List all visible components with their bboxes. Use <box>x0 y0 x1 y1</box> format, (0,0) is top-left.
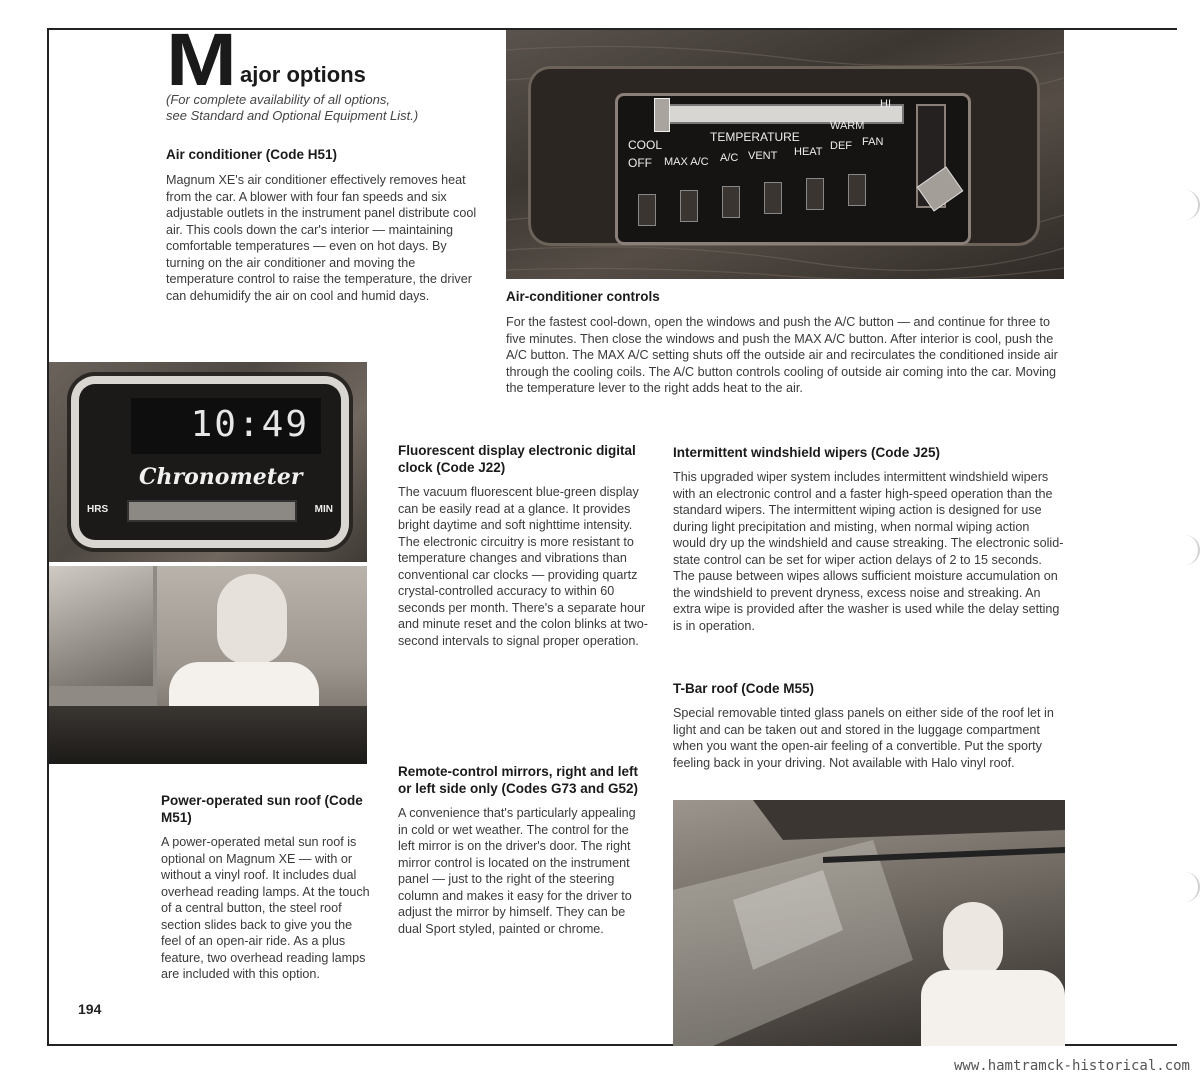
section-mirrors <box>398 763 648 937</box>
ac-button <box>680 190 698 222</box>
binding-mark <box>1174 872 1200 902</box>
subtitle-line: see Standard and Optional Equipment List.) <box>166 108 419 123</box>
binding-mark <box>1174 190 1200 220</box>
watermark: www.hamtramck-historical.com <box>953 1058 1190 1074</box>
ac-controls-photo <box>506 30 1064 279</box>
clock-bezel <box>79 384 341 540</box>
section-body: The vacuum fluorescent blue-green display can be easily read at a glance. It provides bright daytime and soft nighttime intensity. The electronic circuitry is more resistant to temperature changes and vibrations than conventional car clocks — providing quartz crystal-controlled accuracy to within 60 seconds per month. There's a separate hour and minute reset and the colon blinks at two-second intervals to signal proper operation. <box>398 485 648 648</box>
section-air-conditioner <box>166 146 484 304</box>
label-def: DEF <box>830 140 852 152</box>
label-fan: FAN <box>862 136 884 148</box>
label-heat: HEAT <box>794 146 823 158</box>
section-body: This upgraded wiper system includes intermittent windshield wipers with an electronic control and a faster high-speed operation than the standard wipers. The intermittent wiping action is designed for use during light precipitation and misting, when normal wiping action would dry up the windshield and cause streaking. The electronic solid-state control can be set for wiper action delays of 2 to 15 seconds. The pause between wipes allows sufficient moisture accumulation on the windshield to prevent dryness, excess noise and streaking. An extra wipe is provided after the washer is used while the delay setting is in operation. <box>673 470 1064 633</box>
section-sunroof <box>161 792 373 983</box>
label-off: OFF <box>628 156 652 170</box>
title-rest: ajor options <box>240 62 366 87</box>
section-body: A convenience that's particularly appealing in cold or wet weather. The control for the left mirror is on the driver's door. The right mirror control is located on the instrument panel — just to the right of the steering column and makes it easy for the driver to adjust the mirror by himself. They can be dual Sport styled, painted or chrome. <box>398 806 636 936</box>
section-tbar <box>673 680 1065 771</box>
section-heading: Air-conditioner controls <box>506 289 660 304</box>
section-heading: T-Bar roof (Code M55) <box>673 681 815 696</box>
ac-button <box>638 194 656 226</box>
section-body: Special removable tinted glass panels on either side of the roof let in light and can be taken out and stored in the luggage compartment when you want the open-air feeling of a convertible. Put the sporty feeling back in your driving. Not available with Halo vinyl roof. <box>673 706 1054 770</box>
clock-display <box>131 398 321 454</box>
section-heading: Remote-control mirrors, right and left or left side only (Codes G73 and G52) <box>398 764 639 796</box>
section-heading: Fluorescent display electronic digital clock (Code J22) <box>398 443 636 475</box>
page-number: 194 <box>78 1001 102 1017</box>
overhead-lamp-inset <box>49 566 153 686</box>
label-min: MIN <box>314 504 333 515</box>
clock-brand: Chronometer <box>139 464 303 490</box>
label-max-ac: MAX A/C <box>664 156 709 168</box>
binding-mark <box>1174 535 1200 565</box>
section-heading: Air conditioner (Code H51) <box>166 147 338 162</box>
sunroof-photo <box>49 566 367 764</box>
section-body: For the fastest cool-down, open the windows and push the A/C button — and continue for three to five minutes. Then close the windows and push the MAX A/C button. After interior is cool, push the A/C button. The MAX A/C setting shuts off the outside air and recirculates the conditioned inside air through the cooling coils. The A/C button controls cooling of outside air coming into the car. Moving the temperature lever to the right adds heat to the air. <box>506 315 1058 395</box>
passenger-head <box>217 574 287 664</box>
temperature-slider-track <box>660 104 904 124</box>
label-hrs: HRS <box>87 504 109 515</box>
subtitle-line: (For complete availability of all options, <box>166 92 390 107</box>
section-wipers <box>673 444 1065 634</box>
title-initial: M <box>166 18 235 101</box>
section-clock <box>398 442 654 649</box>
ac-button <box>722 186 740 218</box>
label-ac: A/C <box>720 152 739 164</box>
label-vent: VENT <box>748 150 778 162</box>
label-cool: COOL <box>628 138 663 152</box>
ac-button <box>806 178 824 210</box>
section-ac-controls <box>506 288 1066 397</box>
ac-button <box>764 182 782 214</box>
tbar-roof-photo <box>673 800 1065 1046</box>
page-subtitle <box>166 92 486 124</box>
clock-time: 10:49 <box>190 404 309 445</box>
clock-reset-bar <box>127 500 297 522</box>
label-hi: HI <box>880 98 891 110</box>
section-body: Magnum XE's air conditioner effectively removes heat from the car. A blower with four fan speeds and six adjustable outlets in the instrument panel distribute cool air. This cools down the car's interior — maintaining comfortable temperatures — even on hot days. By turning on the air conditioner and moving the temperature control to raise the temperature, the driver can dehumidify the air on cool and humid days. <box>166 173 477 303</box>
label-temperature: TEMPERATURE <box>710 130 800 144</box>
driver-head <box>943 902 1003 978</box>
ac-panel <box>618 96 968 242</box>
ac-button <box>848 174 866 206</box>
roof-opening <box>49 706 367 764</box>
temperature-slider-knob <box>654 98 670 132</box>
label-warm: WARM <box>830 120 865 132</box>
driver-sweater <box>921 970 1065 1046</box>
clock-photo <box>49 362 367 562</box>
section-heading: Intermittent windshield wipers (Code J25) <box>673 445 941 460</box>
section-body: A power-operated metal sun roof is optional on Magnum XE — with or without a vinyl roof. It includes dual overhead reading lamps. At the touch of a central button, the steel roof section slides back to give you the feel of an open-air ride. As a plus feature, two overhead reading lamps are included with this option. <box>161 835 370 981</box>
section-heading: Power-operated sun roof (Code M51) <box>161 793 363 825</box>
